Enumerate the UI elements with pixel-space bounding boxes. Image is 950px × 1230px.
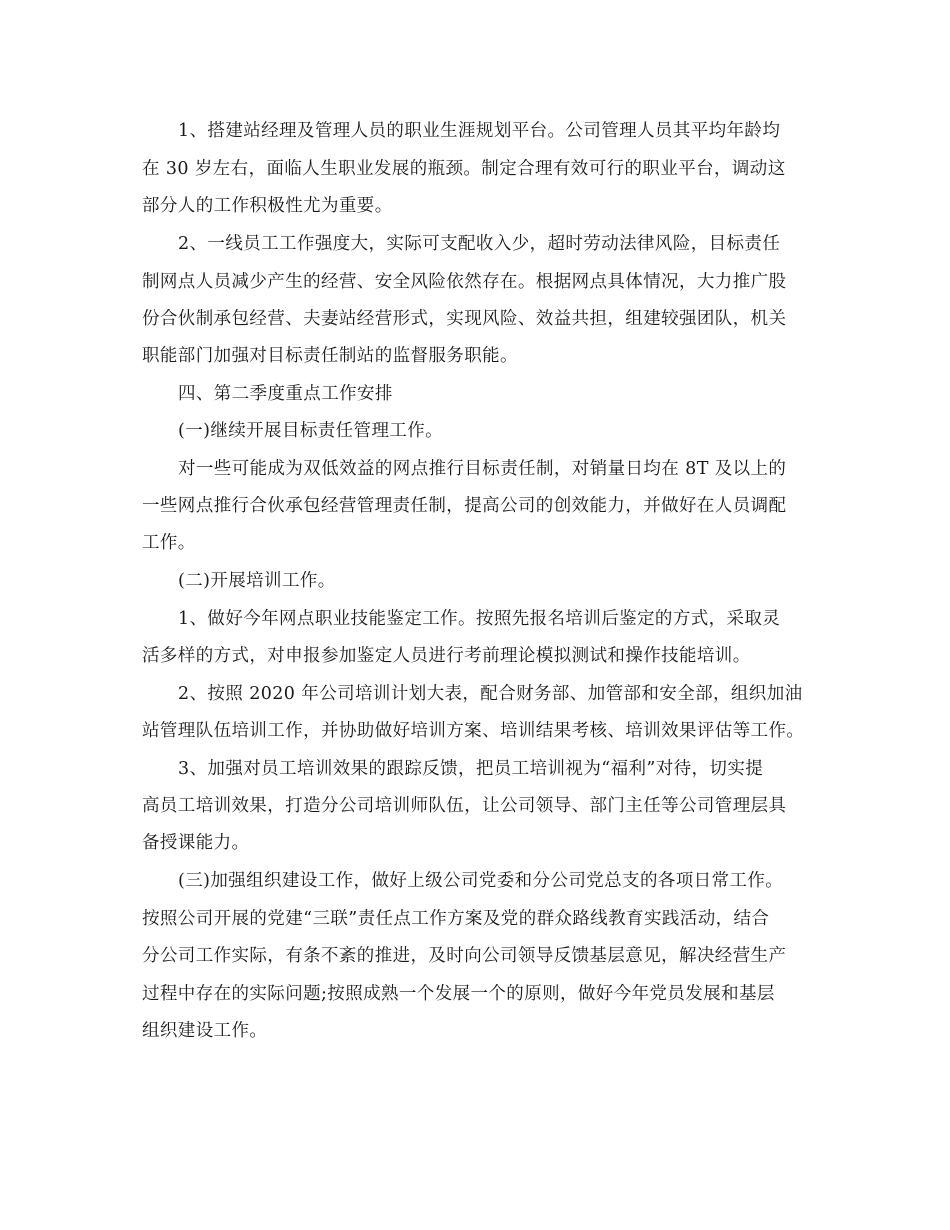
paragraph-line: 份合伙制承包经营、夫妻站经营形式，实现风险、效益共担，组建较强团队，机关 <box>142 309 787 329</box>
paragraph-line: 对一些可能成为双低效益的网点推行目标责任制，对销量日均在 8T 及以上的 <box>178 459 787 479</box>
paragraph-line: 2、一线员工工作强度大，实际可支配收入少，超时劳动法律风险，目标责任 <box>178 234 781 254</box>
paragraph-line: 部分人的工作积极性尤为重要。 <box>142 196 393 216</box>
paragraph-line: 备授课能力。 <box>142 833 250 853</box>
paragraph-line: 活多样的方式，对申报参加鉴定人员进行考前理论模拟测试和操作技能培训。 <box>142 646 751 666</box>
paragraph-line: 高员工培训效果，打造分公司培训师队伍，让公司领导、部门主任等公司管理层具 <box>142 796 787 816</box>
paragraph-line: 分公司工作实际，有条不紊的推进，及时向公司领导反馈基层意见，解决经营生产 <box>142 946 787 966</box>
paragraph-line: 站管理队伍培训工作，并协助做好培训方案、培训结果考核、培训效果评估等工作。 <box>142 721 805 741</box>
paragraph-line: 3、加强对员工培训效果的跟踪反馈，把员工培训视为“福利”对待，切实提 <box>178 759 764 779</box>
paragraph-line: 1、做好今年网点职业技能鉴定工作。按照先报名培训后鉴定的方式，采取灵 <box>178 609 781 629</box>
paragraph-line: 过程中存在的实际问题;按照成熟一个发展一个的原则，做好今年党员发展和基层 <box>142 984 775 1004</box>
subsection-heading: (三)加强组织建设工作，做好上级公司党委和分公司党总支的各项日常工作。 <box>178 871 784 891</box>
paragraph-line: 2、按照 2020 年公司培训计划大表，配合财务部、加管部和安全部，组织加油 <box>178 684 803 704</box>
subsection-heading: (一)继续开展目标责任管理工作。 <box>178 421 444 441</box>
paragraph-line: 工作。 <box>142 533 196 553</box>
paragraph-line: 制网点人员减少产生的经营、安全风险依然存在。根据网点具体情况，大力推广股 <box>142 272 787 292</box>
paragraph-line: 一些网点推行合伙承包经营管理责任制，提高公司的创效能力，并做好在人员调配 <box>142 496 787 516</box>
paragraph-line: 按照公司开展的党建“三联”责任点工作方案及党的群众路线教育实践活动，结合 <box>142 909 770 929</box>
section-heading: 四、第二季度重点工作安排 <box>178 384 393 404</box>
paragraph-line: 在 30 岁左右，面临人生职业发展的瓶颈。制定合理有效可行的职业平台，调动这 <box>142 159 786 179</box>
paragraph-line: 组织建设工作。 <box>142 1021 268 1041</box>
paragraph-line: 职能部门加强对目标责任制站的监督服务职能。 <box>142 346 518 366</box>
subsection-heading: (二)开展培训工作。 <box>178 571 336 591</box>
paragraph-line: 1、搭建站经理及管理人员的职业生涯规划平台。公司管理人员其平均年龄均 <box>178 121 781 141</box>
